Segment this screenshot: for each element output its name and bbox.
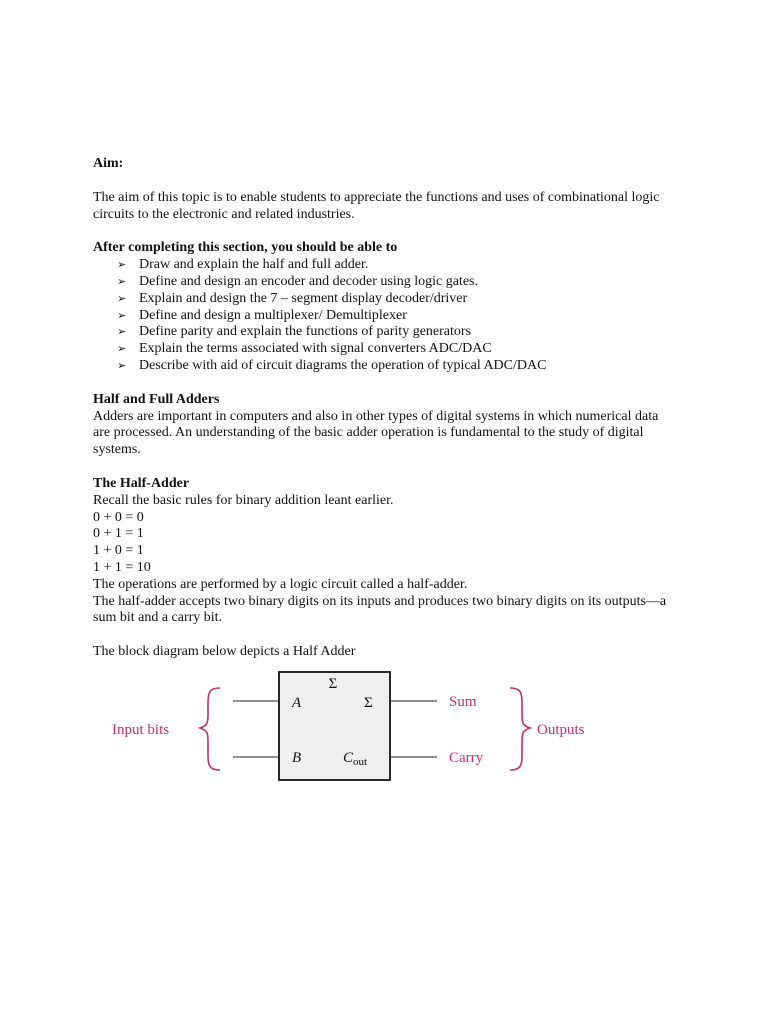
arrow-bullet-icon: ➢	[117, 258, 127, 272]
carry-label: Carry	[449, 750, 484, 766]
diagram-caption: The block diagram below depicts a Half Adder	[93, 644, 356, 660]
aim-text: The aim of this topic is to enable students to appreciate the functions and uses of combinational logic circuits to the electronic and related industries.	[93, 189, 660, 222]
binary-rule: 1 + 1 = 10	[93, 559, 151, 575]
arrow-bullet-icon: ➢	[117, 358, 127, 372]
list-item: ➢ Draw and explain the half and full adder.	[117, 257, 369, 273]
half-adder-p2: The half-adder accepts two binary digits on its inputs and produces two binary digits on its outputs—a sum bit and a carry bit.	[93, 593, 667, 626]
output-brace	[510, 688, 530, 770]
input-brace	[200, 688, 220, 770]
half-adder-heading: The Half-Adder	[93, 475, 190, 491]
half-adder-block-diagram	[112, 670, 612, 782]
half-adder-p1: The operations are performed by a logic circuit called a half-adder.	[93, 576, 468, 592]
list-item: ➢ Explain the terms associated with signal converters ADC/DAC	[117, 341, 492, 357]
half-adder-intro: Recall the basic rules for binary addition leant earlier.	[93, 492, 394, 508]
list-item: ➢ Explain and design the 7 – segment display decoder/driver	[117, 290, 468, 306]
sum-label: Sum	[449, 694, 477, 710]
adders-text: Adders are important in computers and also in other types of digital systems in which numerical data are processed. An understanding of the basic adder operation is fundamental to the study of digital systems.	[93, 408, 659, 458]
aim-heading: Aim:	[93, 156, 124, 171]
list-item: ➢ Describe with aid of circuit diagrams the operation of typical ADC/DAC	[117, 357, 547, 373]
outputs-label: Outputs	[537, 722, 585, 738]
list-item: ➢ Define and design an encoder and decoder using logic gates.	[117, 273, 478, 289]
objectives-list	[93, 257, 673, 375]
arrow-bullet-icon: ➢	[117, 291, 127, 305]
document-page	[93, 156, 673, 661]
half-adder-diagram-svg	[112, 670, 612, 782]
list-item: ➢ Define parity and explain the functions of parity generators	[117, 324, 471, 340]
block-symbol: Σ	[328, 676, 338, 692]
list-item: ➢ Define and design a multiplexer/ Demultiplexer	[117, 307, 407, 323]
objectives-heading: After completing this section, you should be able to	[93, 240, 398, 256]
input-pin-b: B	[292, 750, 302, 766]
binary-rule: 0 + 1 = 1	[93, 526, 144, 542]
output-pin-sum: Σ	[364, 695, 373, 711]
binary-rule: 1 + 0 = 1	[93, 543, 144, 559]
arrow-bullet-icon: ➢	[117, 308, 127, 322]
arrow-bullet-icon: ➢	[117, 274, 127, 288]
input-bits-label: Input bits	[112, 722, 170, 738]
adders-heading: Half and Full Adders	[93, 391, 220, 407]
output-pin-carry: $C_{out}$	[343, 750, 368, 768]
input-pin-a: A	[292, 695, 302, 711]
binary-rule: 0 + 0 = 0	[93, 509, 144, 525]
arrow-bullet-icon: ➢	[117, 325, 127, 339]
arrow-bullet-icon: ➢	[117, 342, 127, 356]
